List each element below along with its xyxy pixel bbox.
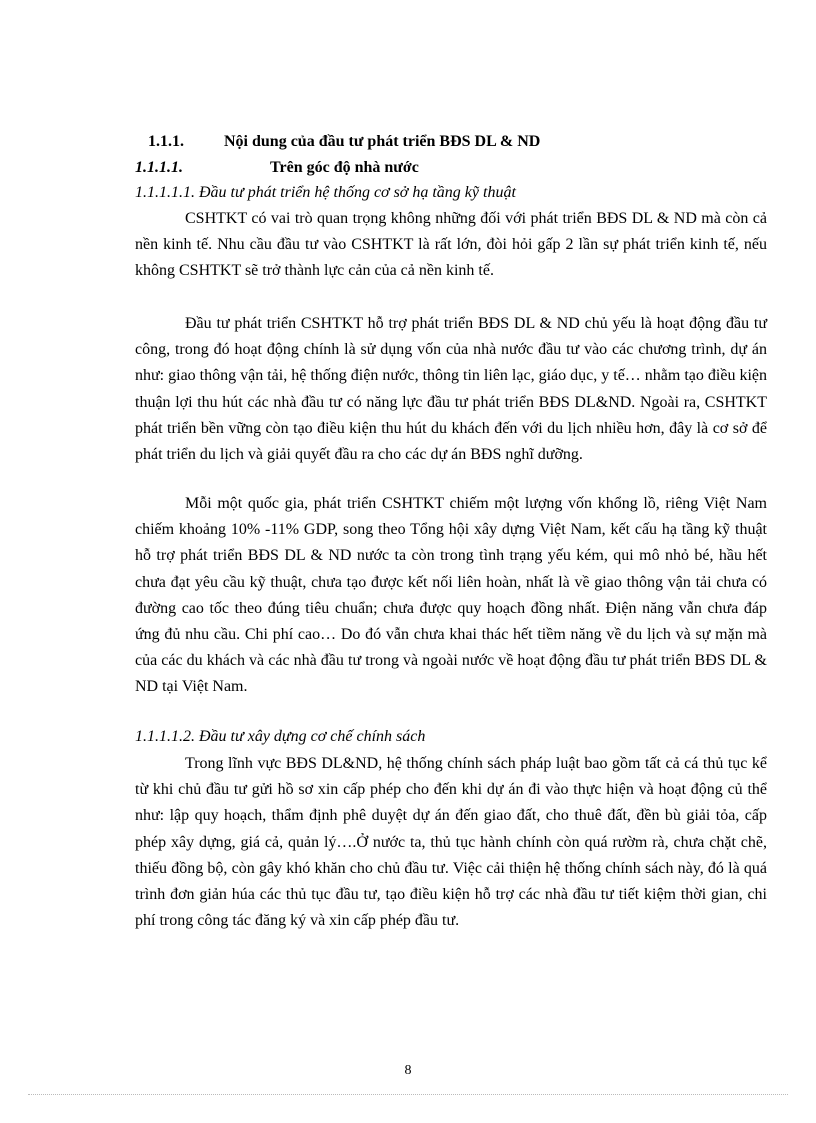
section-1-heading: 1.1.1.1.1. Đầu tư phát triển hệ thống cơ sở hạ tầng kỹ thuật <box>135 184 516 201</box>
page-bottom-divider <box>28 1094 788 1095</box>
paragraph: Mỗi một quốc gia, phát triển CSHTKT chiếm một lượng vốn khổng lồ, riêng Việt Nam chiếm khoảng 10% -11% GDP, song theo Tổng hội xây dựng Việt Nam, kết cấu hạ tầng kỹ thuật hỗ trợ phát triển BĐS DL & ND nước ta còn trong tình trạng yếu kém, qui mô nhỏ bé, hầu hết chưa đạt yêu cầu kỹ thuật, chưa tạo được kết nối liên hoàn, nhất là về giao thông vận tải chưa có đường cao tốc theo đúng tiêu chuẩn; chưa được quy hoạch đồng nhất. Điện năng vẫn chưa đáp ứng đủ nhu cầu. Chi phí cao… Do đó vẫn chưa khai thác hết tiềm năng về du lịch và sự mặn mà của các du khách và các nhà đầu tư trong và ngoài nước về hoạt động đầu tư phát triển BĐS DL & ND tại Việt Nam. <box>135 495 767 696</box>
paragraph: Đầu tư phát triển CSHTKT hỗ trợ phát triển BĐS DL & ND chủ yếu là hoạt động đầu tư công, trong đó hoạt động chính là sử dụng vốn của nhà nước đầu tư vào các chương trình, dự án như: giao thông vận tải, hệ thống điện nước, thông tin liên lạc, giáo dục, y tế… nhằm tạo điều kiện thuận lợi thu hút các nhà đầu tư có năng lực đầu tư phát triển BĐS DL&ND. Ngoài ra, CSHTKT phát triển bền vững còn tạo điều kiện thu hút du khách đến với du lịch nhiều hơn, đây là cơ sở để phát triển du lịch và giải quyết đầu ra cho các dự án BĐS nghĩ dưỡng. <box>135 315 767 464</box>
heading-1-title: Nội dung của đầu tư phát triển BĐS DL & ND <box>224 133 541 150</box>
heading-2-title: Trên góc độ nhà nước <box>270 159 419 176</box>
section-2-heading: 1.1.1.1.2. Đầu tư xây dựng cơ chế chính sách <box>135 728 426 745</box>
paragraph: Trong lĩnh vực BĐS DL&ND, hệ thống chính sách pháp luật bao gồm tất cả cá thủ tục kể từ khi chủ đầu tư gửi hồ sơ xin cấp phép cho đến khi dự án đi vào thực hiện và hoạt động củ thể như: lập quy hoạch, thẩm định phê duyệt dự án đến giao đất, cho thuê đất, đền bù giải tỏa, cấp phép xây dựng, giá cả, quản lý….Ở nước ta, thủ tục hành chính còn quá rườm rà, chưa chặt chẽ, thiếu đồng bộ, còn gây khó khăn cho chủ đầu tư. Việc cải thiện hệ thống chính sách này, đó là quá trình đơn giản húa các thủ tục đầu tư, tạo điều kiện hỗ trợ các nhà đầu tư tiết kiệm thời gian, chi phí trong công tác đăng ký và xin cấp phép đầu tư. <box>135 755 767 930</box>
heading-level-2 <box>135 159 419 177</box>
page-number: 8 <box>404 1063 412 1078</box>
heading-level-1 <box>148 133 540 151</box>
heading-2-number: 1.1.1.1. <box>135 159 183 176</box>
heading-1-number: 1.1.1. <box>148 133 184 150</box>
paragraph: CSHTKT có vai trò quan trọng không những đối với phát triển BĐS DL & ND mà còn cả nền kinh tế. Nhu cầu đầu tư vào CSHTKT là rất lớn, đòi hỏi gấp 2 lần sự phát triển kinh tế, nếu không CSHTKT sẽ trở thành lực cản của cả nền kinh tế. <box>135 210 767 280</box>
